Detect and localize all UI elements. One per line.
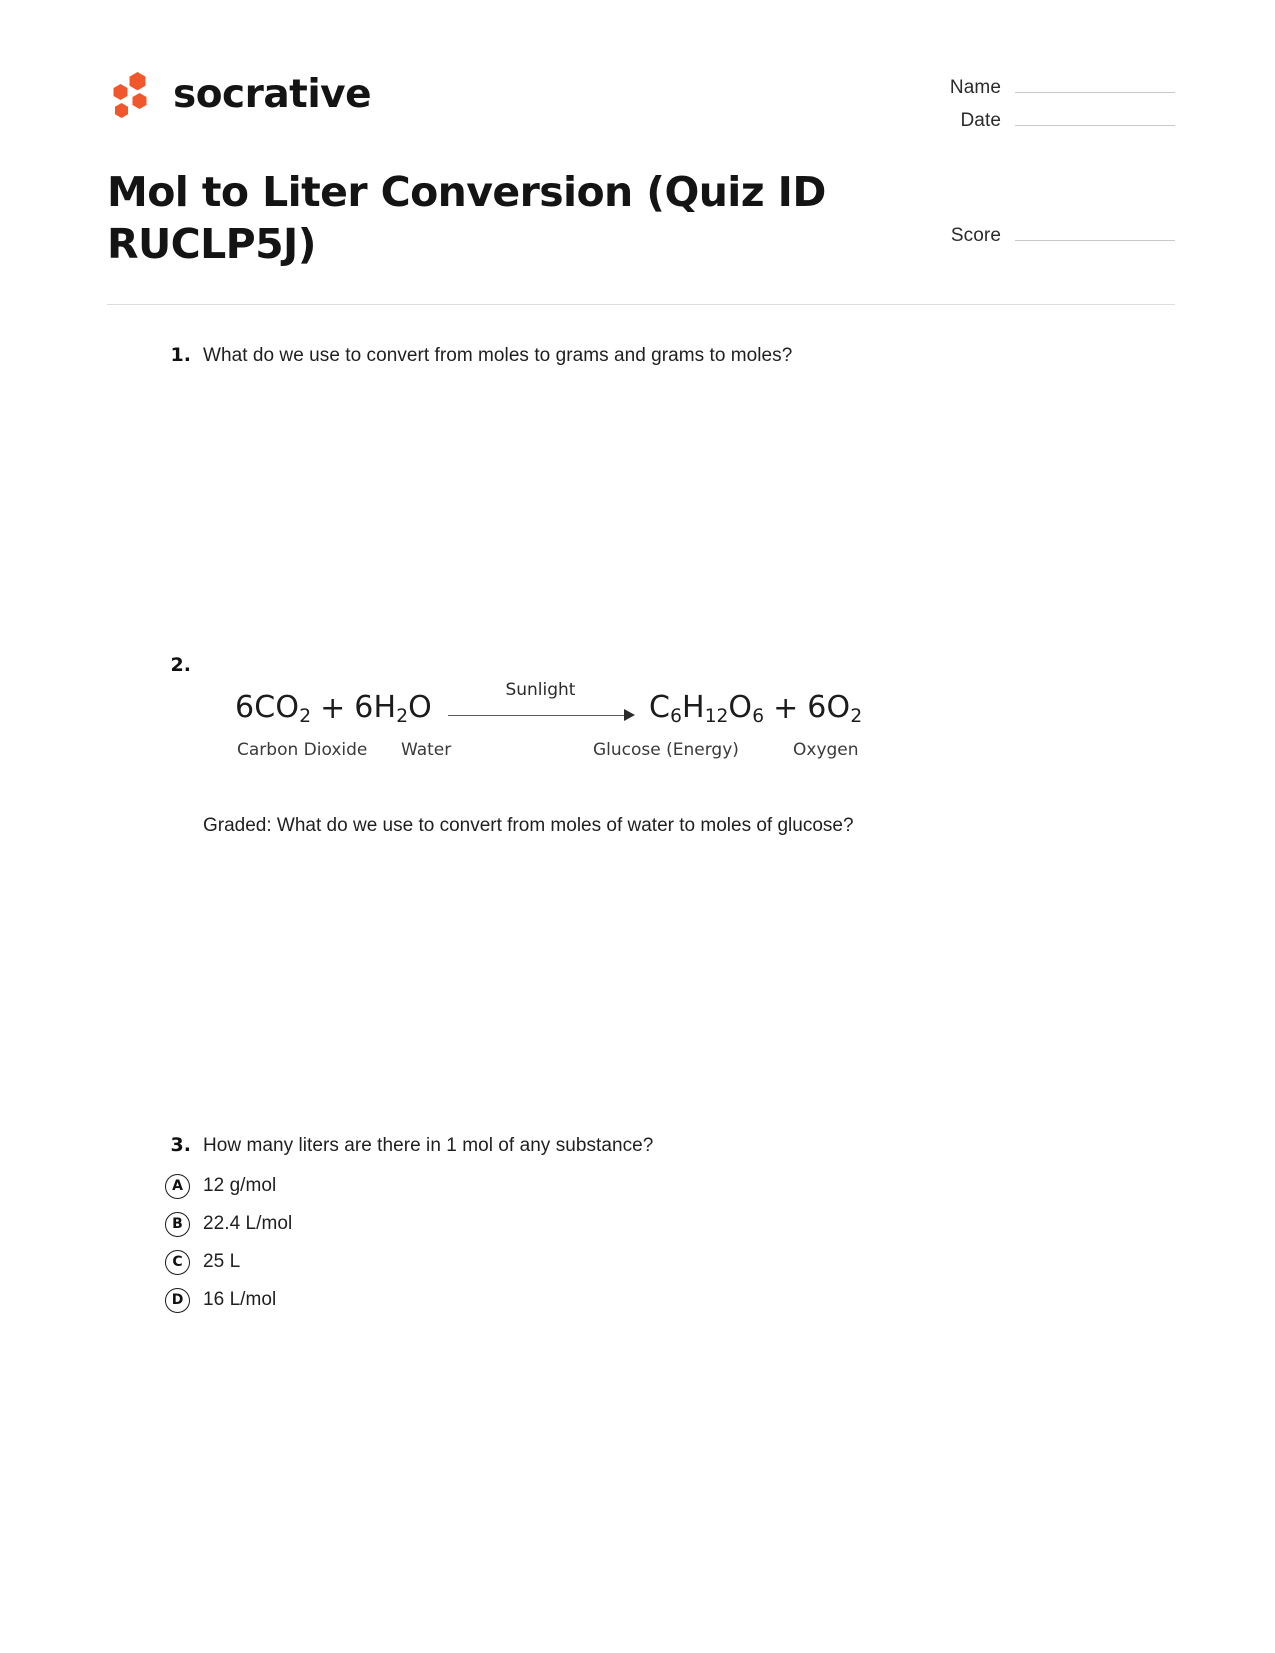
socrative-hexagon-icon <box>107 68 159 120</box>
choice-b-bubble[interactable]: B <box>165 1212 190 1237</box>
question-2-text: Graded: What do we use to convert from moles of water to moles of glucose? <box>203 815 854 837</box>
plus-sign-products: + <box>773 690 799 726</box>
date-field-row <box>935 107 1175 132</box>
choice-a[interactable] <box>165 1174 1175 1199</box>
question-1-text: What do we use to convert from moles to grams and grams to moles? <box>203 344 793 366</box>
arrow-label-sunlight: Sunlight <box>505 680 576 701</box>
reactant-carbon-dioxide: $6CO_2$ <box>235 689 312 728</box>
student-meta-fields <box>935 74 1175 140</box>
photosynthesis-equation-figure <box>165 680 1175 770</box>
reaction-arrow-icon <box>448 680 633 728</box>
equation-row <box>175 680 1175 728</box>
question-1-number: 1. <box>170 343 191 366</box>
question-3 <box>107 1132 1175 1313</box>
choice-d-text: 16 L/mol <box>203 1289 277 1311</box>
date-label: Date <box>960 110 1001 131</box>
choice-b[interactable] <box>165 1212 1175 1237</box>
name-field-row <box>935 74 1175 99</box>
score-field-wrap <box>935 222 1175 255</box>
choice-b-text: 22.4 L/mol <box>203 1213 293 1235</box>
question-3-number: 3. <box>170 1134 191 1157</box>
product-glucose: $C_6H_{12}O_6$ <box>648 689 765 728</box>
question-3-text: How many liters are there in 1 mol of any substance? <box>203 1135 654 1157</box>
header-divider <box>107 304 1175 305</box>
name-label: Name <box>949 77 1001 98</box>
score-label: Score <box>950 225 1001 246</box>
choice-c-text: 25 L <box>203 1251 241 1273</box>
choice-d[interactable] <box>165 1288 1175 1313</box>
caption-carbon-dioxide: Carbon Dioxide <box>237 740 368 761</box>
name-input-line[interactable] <box>1015 74 1175 93</box>
choice-a-bubble[interactable]: A <box>165 1174 190 1199</box>
arrow-head <box>624 709 635 721</box>
equation-captions <box>175 740 1175 770</box>
question-2-number: 2. <box>170 654 191 677</box>
brand-name: socrative <box>173 71 372 117</box>
product-oxygen: $6O_2$ <box>807 689 863 728</box>
question-2-line <box>165 654 1175 676</box>
socrative-logo <box>107 68 371 120</box>
reactant-water: $6H_2O$ <box>354 689 432 728</box>
question-3-choices <box>165 1174 1175 1313</box>
choice-c[interactable] <box>165 1250 1175 1275</box>
caption-oxygen: Oxygen <box>793 740 859 761</box>
date-input-line[interactable] <box>1015 107 1175 126</box>
page-title: Mol to Liter Conversion (Quiz ID RUCLP5J) <box>107 168 826 269</box>
questions-list <box>0 342 1275 1313</box>
score-input-line[interactable] <box>1015 222 1175 241</box>
page-header <box>0 0 1275 140</box>
caption-glucose: Glucose (Energy) <box>593 740 739 761</box>
question-1-line <box>165 342 1175 370</box>
question-3-line <box>165 1132 1175 1160</box>
caption-water: Water <box>401 740 452 761</box>
choice-c-bubble[interactable]: C <box>165 1250 190 1275</box>
question-2 <box>107 654 1175 840</box>
score-field-row <box>935 222 1175 247</box>
title-block <box>0 140 1275 271</box>
choice-a-text: 12 g/mol <box>203 1175 277 1197</box>
choice-d-bubble[interactable]: D <box>165 1288 190 1313</box>
arrow-line <box>448 715 633 716</box>
plus-sign-reactants: + <box>320 690 346 726</box>
question-1 <box>107 342 1175 370</box>
